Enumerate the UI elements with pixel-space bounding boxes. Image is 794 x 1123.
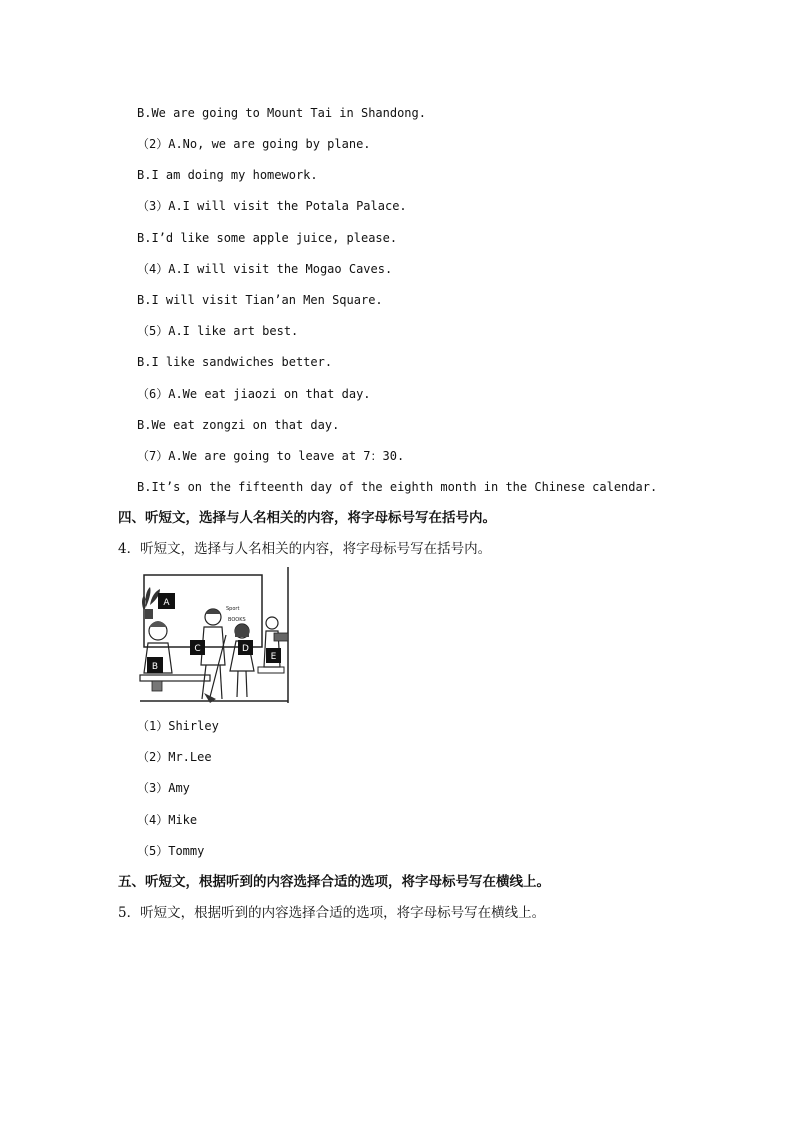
option-4b: B.I will visit Tian’an Men Square. xyxy=(137,293,383,307)
svg-text:B: B xyxy=(151,662,159,672)
label-d xyxy=(238,640,253,655)
svg-text:C: C xyxy=(194,644,201,654)
svg-text:E: E xyxy=(270,652,277,662)
option-5a: （5）A.I like art best. xyxy=(137,324,299,338)
option-6b: B.We eat zongzi on that day. xyxy=(137,418,340,432)
option-7b: B.It’s on the fifteenth day of the eighth month in the Chinese calendar. xyxy=(137,480,658,494)
svg-text:D: D xyxy=(242,644,249,654)
option-3a: （3）A.I will visit the Potala Palace. xyxy=(137,199,407,213)
label-c xyxy=(190,640,205,655)
option-2b: B.I am doing my homework. xyxy=(137,168,318,182)
option-2a: （2）A.No, we are going by plane. xyxy=(137,137,371,151)
option-5b: B.I like sandwiches better. xyxy=(137,355,333,369)
option-3b: B.I’d like some apple juice, please. xyxy=(137,231,398,245)
board-text-books: BOOKS xyxy=(228,617,246,623)
section4-question: 4．听短文，选择与人名相关的内容，将字母标号写在括号内。 xyxy=(118,541,492,557)
name-item-mike: （4）Mike xyxy=(137,813,198,827)
name-item-tommy: （5）Tommy xyxy=(137,844,205,858)
label-a xyxy=(158,593,175,609)
section5-question: 5．听短文，根据听到的内容选择合适的选项，将字母标号写在横线上。 xyxy=(118,905,546,921)
board-text-sport: Sport xyxy=(226,606,240,612)
name-item-shirley: （1）Shirley xyxy=(137,719,219,733)
label-b xyxy=(147,657,163,673)
classroom-illustration xyxy=(138,567,291,703)
svg-text:A: A xyxy=(163,598,170,608)
name-item-amy: （3）Amy xyxy=(137,781,190,795)
name-item-mr-lee: （2）Mr.Lee xyxy=(137,750,212,764)
section5-heading: 五、听短文，根据听到的内容选择合适的选项，将字母标号写在横线上。 xyxy=(118,874,550,890)
option-1b: B.We are going to Mount Tai in Shandong. xyxy=(137,106,426,120)
option-7a: （7）A.We are going to leave at 7：30. xyxy=(137,449,405,463)
option-6a: （6）A.We eat jiaozi on that day. xyxy=(137,387,371,401)
option-4a: （4）A.I will visit the Mogao Caves. xyxy=(137,262,393,276)
section4-heading: 四、听短文，选择与人名相关的内容，将字母标号写在括号内。 xyxy=(118,510,496,526)
label-e xyxy=(266,648,281,663)
